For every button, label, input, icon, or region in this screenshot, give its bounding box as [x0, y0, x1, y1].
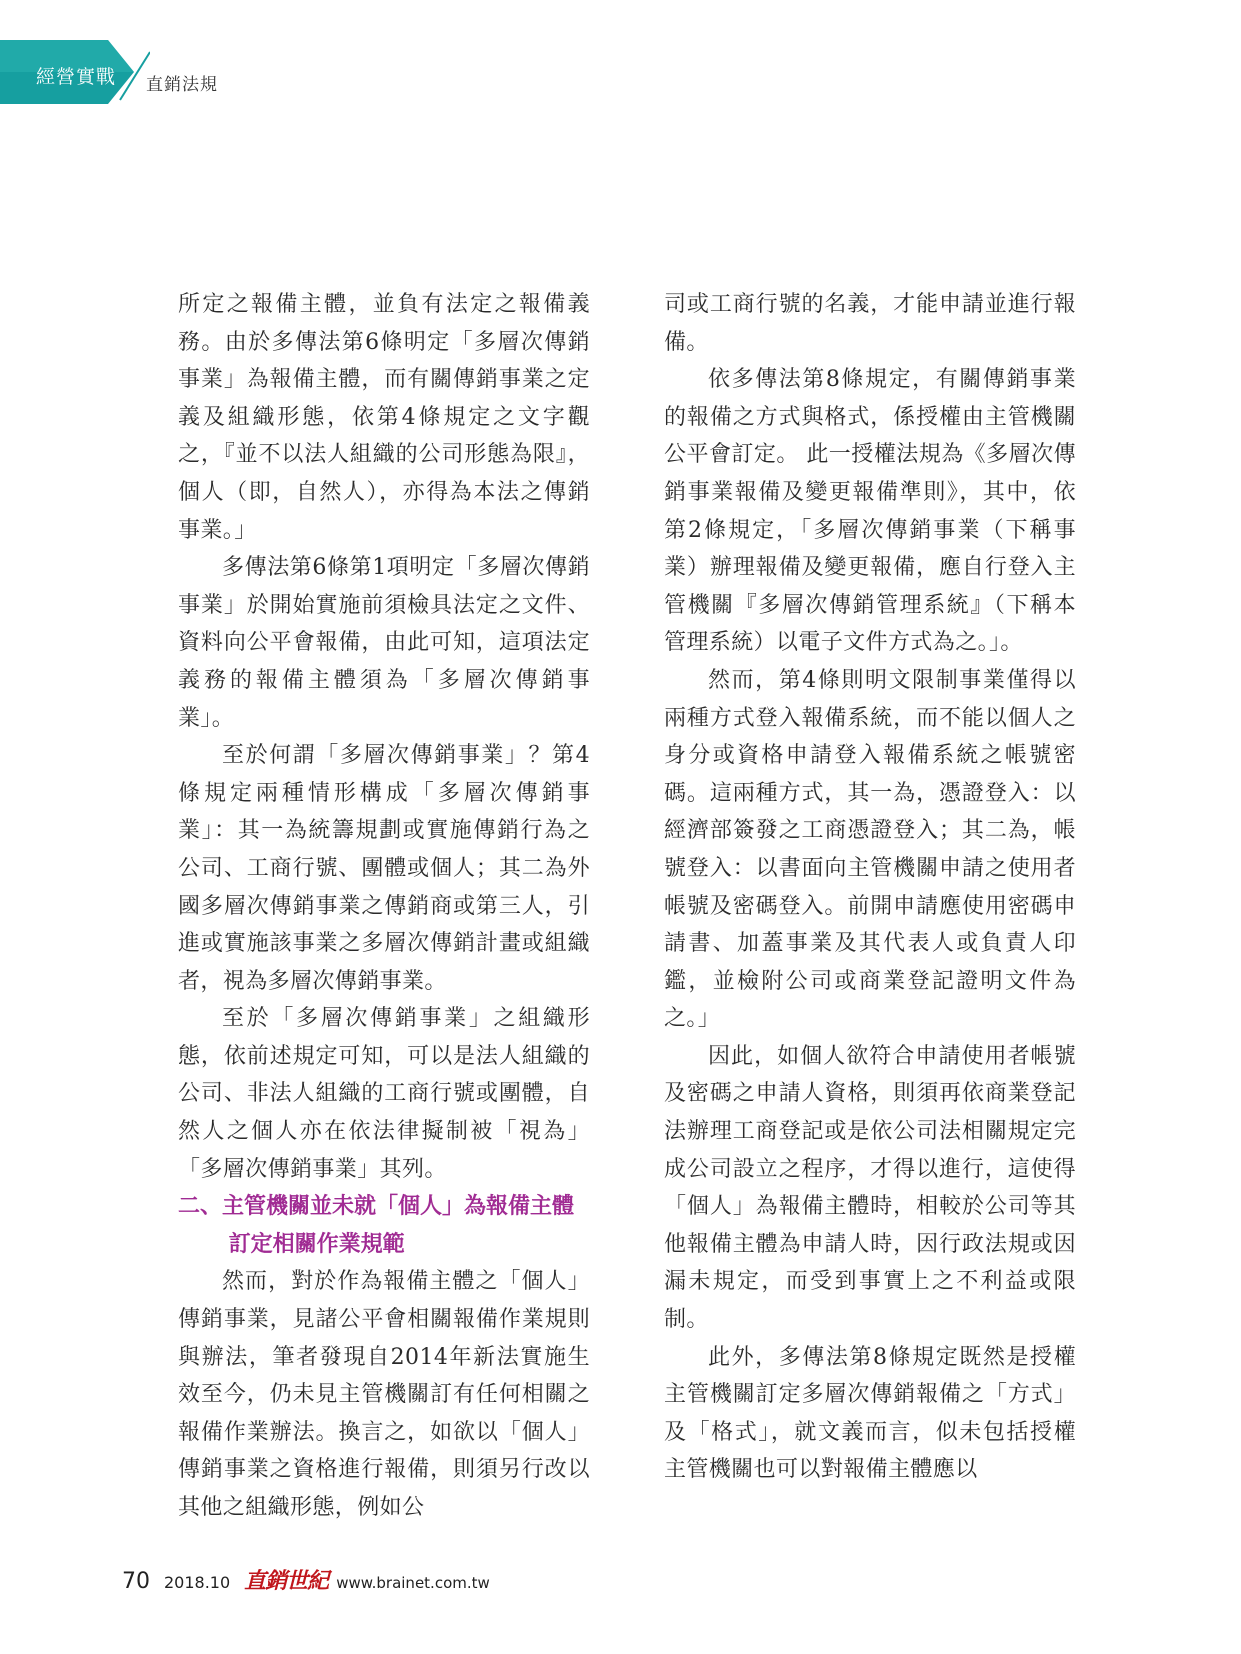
right-column [664, 286, 1076, 1489]
body-paragraph: 多傳法第6條第1項明定「多層次傳銷事業」於開始實施前須檢具法定之文件、資料向公平會報備，由此可知，這項法定義務的報備主體須為「多層次傳銷事業」。 [178, 555, 590, 731]
body-paragraph: 依多傳法第8條規定，有關傳銷事業的報備之方式與格式，係授權由主管機關公平會訂定。 此一授權法規為《多層次傳銷事業報備及變更報備準則》，其中，依第2條規定，「多層次傳銷事業（下稱事業）辦理報備及變更報備，應自行登入主管機關『多層次傳銷管理系統』（下稱本管理系統）以電子文件方式為之。」。 [664, 367, 1076, 656]
body-paragraph: 此外，多傳法第8條規定既然是授權主管機關訂定多層次傳銷報備之「方式」及「格式」，就文義而言，似未包括授權主管機關也可以對報備主體應以 [664, 1344, 1076, 1483]
website-link[interactable]: www.brainet.com.tw [336, 1574, 490, 1592]
body-paragraph: 至於「多層次傳銷事業」之組織形態，依前述規定可知，可以是法人組織的公司、非法人組織的工商行號或團體，自然人之個人亦在依法律擬制被「視為」「多層次傳銷事業」其列。 [178, 1006, 590, 1182]
body-paragraph: 然而，第4條則明文限制事業僅得以兩種方式登入報備系統，而不能以個人之身分或資格申請登入報備系統之帳號密碼。這兩種方式，其一為，憑證登入：以經濟部簽發之工商憑證登入；其二為，帳號登入：以書面向主管機關申請之使用者帳號及密碼登入。前開申請應使用密碼申請書、加蓋事業及其代表人或負責人印鑑，並檢附公司或商業登記證明文件為之。」 [664, 667, 1076, 1032]
subsection-label: 直銷法規 [146, 75, 218, 95]
section-heading: 二、主管機關並未就「個人」為報備主體訂定相關作業規範 [178, 1194, 575, 1257]
page-footer [122, 1564, 490, 1594]
body-paragraph: 至於何謂「多層次傳銷事業」？第4條規定兩種情形構成「多層次傳銷事業」：其一為統籌規劃或實施傳銷行為之公司、工商行號、團體或個人；其二為外國多層次傳銷事業之傳銷商或第三人，引進或實施該事業之多層次傳銷計畫或組織者，視為多層次傳銷事業。 [178, 743, 590, 994]
page-number: 70 [122, 1569, 150, 1594]
magazine-logo: 直銷世紀 [244, 1568, 329, 1594]
section-label: 經營實戰 [36, 66, 117, 88]
body-paragraph: 然而，對於作為報備主體之「個人」傳銷事業，見諸公平會相關報備作業規則與辦法，筆者發現自2014年新法實施生效至今，仍未見主管機關訂有任何相關之報備作業辦法。換言之，如欲以「個人」傳銷事業之資格進行報備，則須另行改以其他之組織形態，例如公 [178, 1269, 590, 1520]
left-column [178, 286, 590, 1527]
issue-date: 2018.10 [164, 1573, 231, 1592]
body-paragraph: 所定之報備主體，並負有法定之報備義務。由於多傳法第6條明定「多層次傳銷事業」為報備主體，而有關傳銷事業之定義及組織形態，依第4條規定之文字觀之，『並不以法人組織的公司形態為限』，個人（即，自然人），亦得為本法之傳銷事業。」 [178, 292, 590, 543]
body-paragraph: 因此，如個人欲符合申請使用者帳號及密碼之申請人資格，則須再依商業登記法辦理工商登記或是依公司法相關規定完成公司設立之程序，才得以進行，這使得「個人」為報備主體時，相較於公司等其他報備主體為申請人時，因行政法規或因漏未規定，而受到事實上之不利益或限制。 [664, 1043, 1076, 1333]
body-paragraph: 司或工商行號的名義，才能申請並進行報備。 [664, 292, 1076, 355]
